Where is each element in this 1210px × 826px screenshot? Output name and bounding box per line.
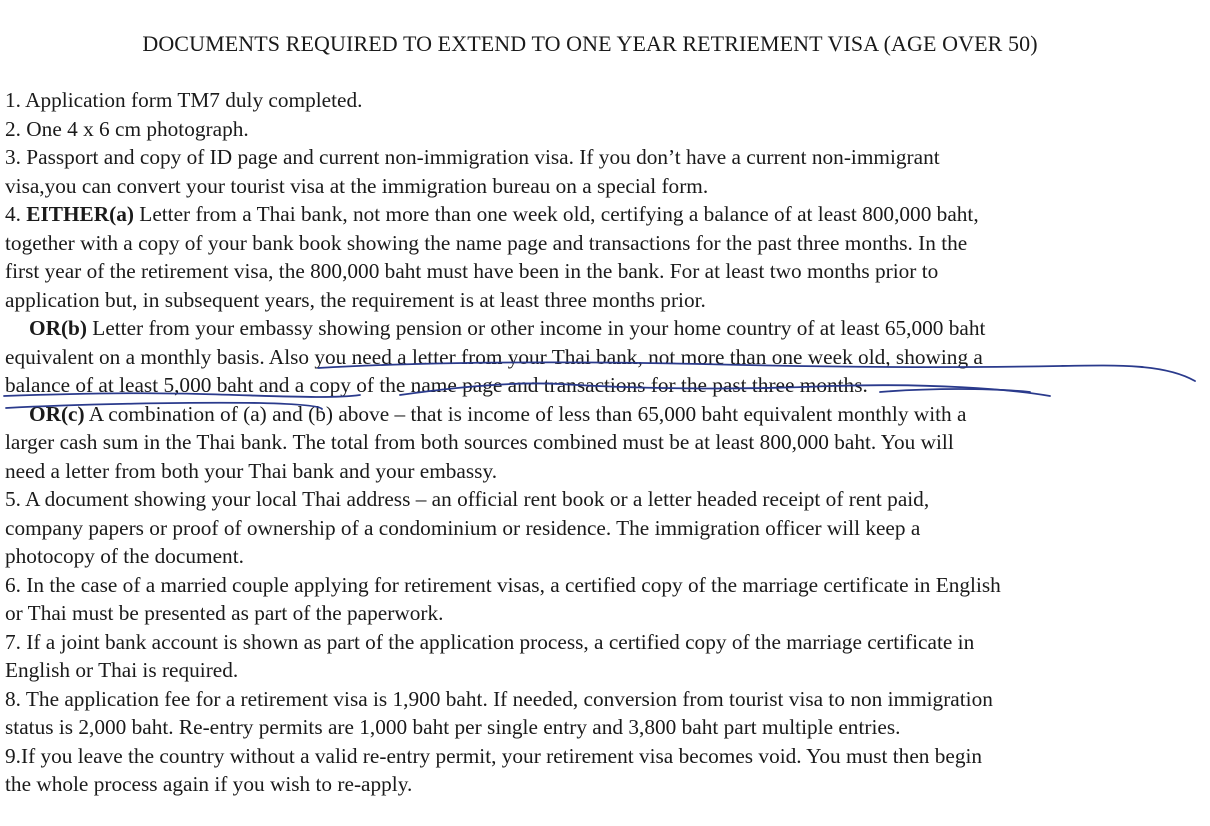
item-5-line-3: photocopy of the document. (5, 544, 244, 568)
item-4b-line-2: equivalent on a monthly basis. Also you need a letter from your Thai bank, not more than one week old, showing a (5, 344, 983, 369)
item-4c-line-2: larger cash sum in the Thai bank. The total from both sources combined must be at least 800,000 baht. You will (5, 430, 954, 454)
item-4a-line-4: application but, in subsequent years, the requirement is at least three months prior. (5, 287, 706, 312)
item-4a-line-3: first year of the retirement visa, the 800,000 baht must have been in the bank. For at least two months prior to (5, 259, 939, 283)
item-3-line-2: visa,you can convert your tourist visa at the immigration bureau on a special form. (5, 173, 709, 198)
item-7-line-1: 7. If a joint bank account is shown as part of the application process, a certified copy of the marriage certificate in (5, 629, 975, 654)
item-4-number: 4. (5, 202, 27, 226)
item-9-line-2: the whole process again if you wish to re-apply. (5, 772, 413, 796)
item-8-line-1: 8. The application fee for a retirement visa is 1,900 baht. If needed, conversion from tourist visa to non immigration (5, 686, 993, 711)
item-4a-line-1 (5, 200, 1205, 229)
document-title: DOCUMENTS REQUIRED TO EXTEND TO ONE YEAR RETRIEMENT VISA (AGE OVER 50) (142, 31, 1038, 56)
item-9-line-1: 9.If you leave the country without a valid re-entry permit, your retirement visa becomes void. You must then begin (5, 743, 983, 768)
or-b-label: OR(b) (29, 316, 87, 340)
or-c-label: OR(c) (29, 401, 85, 426)
either-a-label: EITHER(a) (26, 202, 134, 226)
item-4c-text: A combination of (a) and (b) above – that is income of less than 65,000 baht equivalent monthly with a (84, 401, 967, 426)
item-3-line-1: 3. Passport and copy of ID page and current non-immigration visa. If you don’t have a current non-immigrant (5, 145, 940, 169)
item-4b-line-1 (5, 314, 1205, 343)
item-4a-text: Letter from a Thai bank, not more than one week old, certifying a balance of at least 800,000 baht, (133, 202, 979, 226)
item-4c-line-1 (5, 400, 1205, 429)
item-8-line-2: status is 2,000 baht. Re-entry permits are 1,000 baht per single entry and 3,800 baht part multiple entries. (5, 715, 901, 739)
item-4b-text: Letter from your embassy showing pension or other income in your home country of at least 65,000 baht (86, 316, 986, 340)
item-7-line-2: English or Thai is required. (5, 658, 239, 682)
item-1-line: 1. Application form TM7 duly completed. (5, 88, 363, 112)
item-6-line-2: or Thai must be presented as part of the paperwork. (5, 601, 444, 625)
document-body (5, 86, 1205, 799)
item-6-line-1: 6. In the case of a married couple applying for retirement visas, a certified copy of the marriage certificate in English (5, 572, 1001, 597)
item-4a-line-2: together with a copy of your bank book showing the name page and transactions for the past three months. In the (5, 230, 968, 255)
item-5-line-1: 5. A document showing your local Thai address – an official rent book or a letter headed receipt of rent paid, (5, 487, 930, 511)
item-4c-line-3: need a letter from both your Thai bank and your embassy. (5, 458, 498, 483)
item-5-line-2: company papers or proof of ownership of a condominium or residence. The immigration officer will keep a (5, 515, 921, 540)
item-2-line: 2. One 4 x 6 cm photograph. (5, 116, 249, 141)
item-4b-line-3: balance of at least 5,000 baht and a copy of the name page and transactions for the past three months. (5, 373, 868, 397)
